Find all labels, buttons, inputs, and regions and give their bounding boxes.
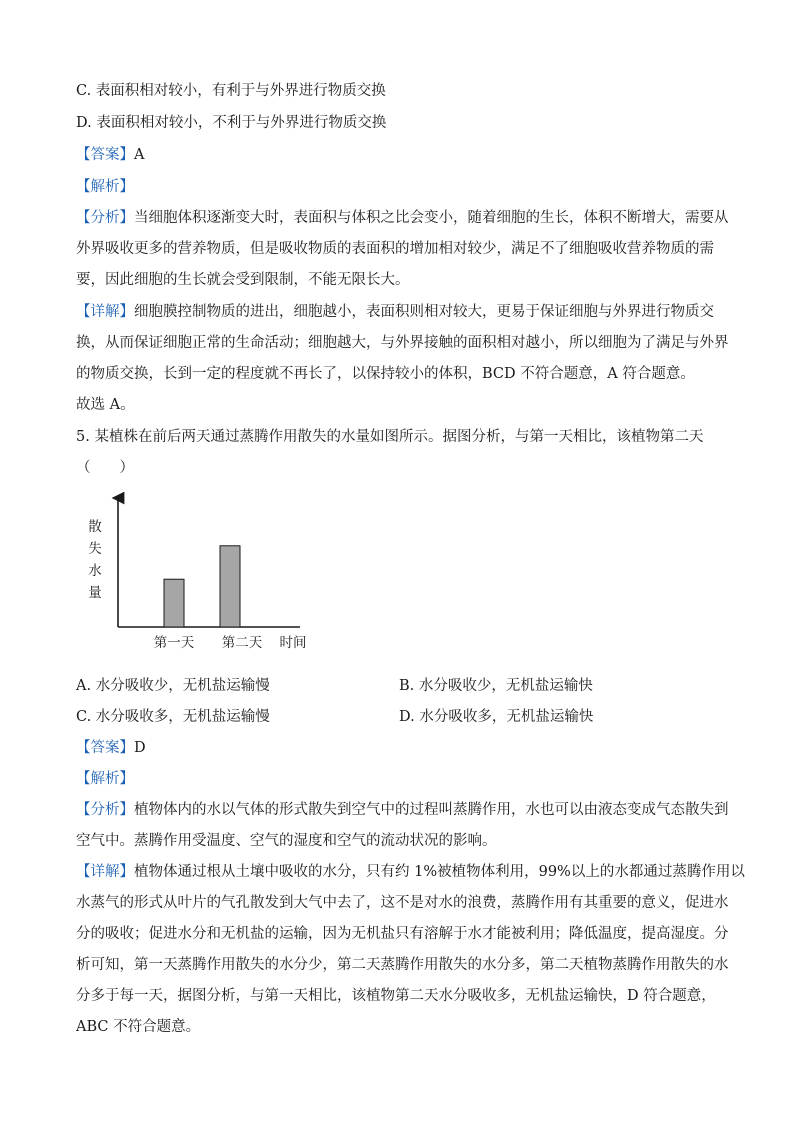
y-label-char-1: 散 — [88, 519, 102, 535]
q4-xiangjie-line-3: 的物质交换，长到一定的程度就不再长了，以保持较小的体积，BCD 不符合题意，A 符合题意。 — [76, 366, 695, 382]
q5-fenxi-line-1 — [76, 800, 729, 820]
fenxi-text: 当细胞体积逐渐变大时，表面积与体积之比会变小，随着细胞的生长，体积不断增大，需要从 — [134, 210, 729, 226]
q5-bracket: （ ） — [76, 460, 134, 476]
q5-xiangjie-line-6: ABC 不符合题意。 — [76, 1019, 201, 1035]
q4-xiangjie-line-1 — [76, 302, 714, 322]
q4-fenxi-line-2: 外界吸收更多的营养物质，但是吸收物质的表面积的增加相对较少，满足不了细胞吸收营养物质的需 — [76, 241, 714, 257]
fenxi-tag: 【分析】 — [76, 210, 134, 226]
y-label-char-4: 量 — [88, 585, 102, 601]
answer-tag: 【答案】 — [76, 740, 134, 756]
bar-day-1 — [164, 579, 184, 627]
answer-tag: 【答案】 — [76, 147, 134, 163]
q5-xiangjie-line-2: 水蒸气的形式从叶片的气孔散发到大气中去了，这不是对水的浪费，蒸腾作用有其重要的意义，促进水 — [76, 895, 729, 911]
q4-fenxi-line-3: 要，因此细胞的生长就会受到限制，不能无限长大。 — [76, 272, 410, 288]
q5-stem: 5. 某植株在前后两天通过蒸腾作用散失的水量如图所示。据图分析，与第一天相比，该植物第二天 — [76, 429, 704, 445]
q5-option-c: C. 水分吸收多，无机盐运输慢 — [76, 709, 270, 725]
q5-xiangjie-line-3: 分的吸收；促进水分和无机盐的运输，因为无机盐只有溶解于水才能被利用；降低温度，提高湿度。分 — [76, 926, 729, 942]
q5-option-a: A. 水分吸收少，无机盐运输慢 — [76, 678, 270, 694]
q5-option-b: B. 水分吸收少，无机盐运输快 — [399, 678, 593, 694]
xiangjie-tag: 【详解】 — [76, 864, 134, 880]
fenxi-tag: 【分析】 — [76, 802, 134, 818]
xiangjie-text: 植物体通过根从土壤中吸收的水分，只有约 1%被植物体利用，99%以上的水都通过蒸腾作用以 — [134, 864, 745, 880]
xiangjie-text: 细胞膜控制物质的进出，细胞越小，表面积则相对较大，更易于保证细胞与外界进行物质交 — [134, 304, 714, 320]
fenxi-text: 植物体内的水以气体的形式散失到空气中的过程叫蒸腾作用，水也可以由液态变成气态散失到 — [134, 802, 729, 818]
y-label-char-3: 水 — [88, 563, 102, 579]
y-label-char-2: 失 — [88, 541, 102, 557]
q4-analysis-tag: 【解析】 — [76, 179, 134, 195]
q4-conclusion: 故选 A。 — [76, 397, 135, 413]
q4-answer — [76, 145, 144, 165]
x-tick-day-2: 第二天 — [221, 635, 263, 651]
answer-value: D — [134, 740, 146, 756]
xiangjie-tag: 【详解】 — [76, 304, 134, 320]
q5-fenxi-line-2: 空气中。蒸腾作用受温度、空气的湿度和空气的流动状况的影响。 — [76, 833, 497, 849]
x-axis-label: 时间 — [279, 635, 307, 651]
answer-value: A — [134, 147, 145, 163]
q5-analysis-tag: 【解析】 — [76, 771, 134, 787]
bar-day-2 — [220, 546, 240, 627]
q5-xiangjie-line-4: 析可知，第一天蒸腾作用散失的水分少，第二天蒸腾作用散失的水分多，第二天植物蒸腾作用散失的水 — [76, 957, 729, 973]
q4-xiangjie-line-2: 换，从而保证细胞正常的生命活动；细胞越大，与外界接触的面积相对越小，所以细胞为了满足与外界 — [76, 335, 729, 351]
transpiration-bar-chart — [70, 488, 330, 658]
q5-option-d: D. 水分吸收多，无机盐运输快 — [399, 709, 594, 725]
q5-answer — [76, 738, 146, 758]
q4-option-d: D. 表面积相对较小，不利于与外界进行物质交换 — [76, 115, 387, 131]
q4-option-c: C. 表面积相对较小，有利于与外界进行物质交换 — [76, 83, 386, 99]
q4-fenxi-line-1 — [76, 208, 729, 228]
q5-xiangjie-line-5: 分多于每一天，据图分析，与第一天相比，该植物第二天水分吸收多，无机盐运输快，D 符合题意， — [76, 988, 716, 1004]
q5-xiangjie-line-1 — [76, 862, 745, 882]
x-tick-day-1: 第一天 — [153, 635, 195, 651]
